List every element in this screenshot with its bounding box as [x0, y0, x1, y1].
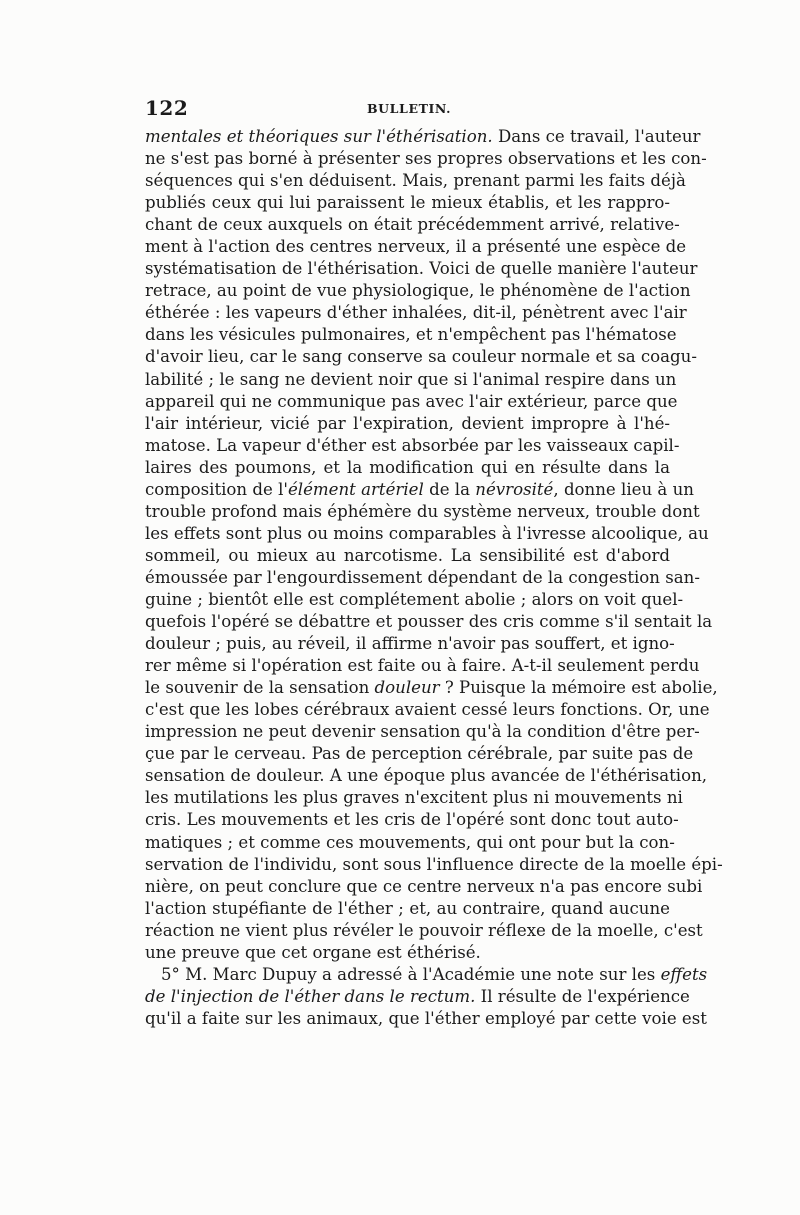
text-run: les mutilations les plus graves n'excitent plus ni mouvements ni	[145, 788, 683, 808]
running-title: BULLETIN.	[367, 101, 452, 116]
text-line	[145, 787, 683, 809]
text-line	[145, 633, 675, 655]
text-run: chant de ceux auxquels on était précédemment arrivé, relative-	[145, 215, 680, 235]
text-line	[145, 567, 700, 589]
text-run: impression ne peut devenir sensation qu'à la condition d'être per-	[145, 722, 700, 742]
text-run: publiés ceux qui lui paraissent le mieux établis, et les rappro-	[145, 193, 670, 213]
text-line	[145, 148, 707, 170]
text-run: trouble profond mais éphémère du système nerveux, trouble dont	[145, 501, 700, 521]
text-line	[145, 258, 698, 280]
text-run: émoussée par l'engourdissement dépendant de la congestion san-	[145, 567, 700, 587]
text-line	[145, 280, 691, 302]
text-run: laires des poumons, et la modification qui en résulte dans la	[145, 457, 670, 477]
text-line	[145, 765, 708, 787]
text-run: ment à l'action des centres nerveux, il a présenté une espèce de	[145, 237, 687, 257]
text-run: systématisation de l'éthérisation. Voici de quelle manière l'auteur	[145, 259, 698, 279]
text-run: rer même si l'opération est faite ou à faire. A-t-il seulement perdu	[145, 656, 700, 676]
text-line	[145, 457, 670, 479]
text-line	[145, 346, 697, 368]
text-line	[145, 677, 718, 699]
text-line	[145, 236, 687, 258]
body-text	[145, 126, 723, 1030]
text-line	[145, 545, 670, 567]
text-line	[145, 523, 709, 545]
text-line	[145, 479, 694, 501]
text-line	[145, 501, 700, 523]
page-header	[145, 96, 655, 122]
text-run: l'air intérieur, vicié par l'expiration, devient impropre à l'hé-	[145, 413, 670, 433]
text-line	[145, 942, 670, 964]
text-run: douleur ; puis, au réveil, il affirme n'avoir pas souffert, et igno-	[145, 634, 675, 654]
text-run: d'avoir lieu, car le sang conserve sa couleur normale et sa coagu-	[145, 347, 697, 367]
italic-text-run: effets	[660, 964, 708, 984]
text-line	[145, 302, 687, 324]
text-run: séquences qui s'en déduisent. Mais, prenant parmi les faits déjà	[145, 171, 686, 191]
text-run: réaction ne vient plus révéler le pouvoir réflexe de la moelle, c'est	[145, 920, 703, 940]
italic-text-run: élément artériel	[287, 479, 424, 499]
text-run: 5° M. Marc Dupuy a adressé à l'Académie une note sur les	[161, 964, 661, 984]
text-line	[145, 170, 686, 192]
text-line	[145, 986, 690, 1008]
text-line	[145, 324, 677, 346]
text-line	[145, 192, 670, 214]
page-number: 122	[145, 96, 189, 120]
text-line	[145, 391, 678, 413]
text-run: matiques ; et comme ces mouvements, qui ont pour but la con-	[145, 832, 675, 852]
text-run: sommeil, ou mieux au narcotisme. La sensibilité est d'abord	[145, 545, 670, 565]
text-line	[145, 854, 723, 876]
text-run: retrace, au point de vue physiologique, le phénomène de l'action	[145, 281, 691, 301]
text-run: , donne lieu à un	[553, 479, 694, 499]
text-run: le souvenir de la sensation	[145, 678, 375, 698]
text-line	[145, 743, 694, 765]
text-run: dans les vésicules pulmonaires, et n'empêchent pas l'hématose	[145, 325, 677, 345]
text-run: labilité ; le sang ne devient noir que si l'animal respire dans un	[145, 369, 677, 389]
text-line	[145, 699, 710, 721]
text-line	[145, 435, 680, 457]
text-line	[145, 589, 684, 611]
text-run: ? Puisque la mémoire est abolie,	[439, 678, 718, 698]
italic-text-run: de l'injection de l'éther dans le rectum.	[145, 986, 476, 1006]
text-run: de la	[423, 479, 476, 499]
text-run: Dans ce travail, l'auteur	[492, 127, 701, 146]
text-run: guine ; bientôt elle est complétement abolie ; alors on voit quel-	[145, 589, 684, 609]
text-run: c'est que les lobes cérébraux avaient cessé leurs fonctions. Or, une	[145, 700, 710, 720]
text-line	[145, 214, 680, 236]
italic-text-run: douleur	[374, 678, 440, 698]
text-line	[145, 721, 700, 743]
text-run: composition de l'	[145, 479, 288, 499]
text-run: sensation de douleur. A une époque plus avancée de l'éthérisation,	[145, 766, 708, 786]
text-line	[145, 898, 670, 920]
text-line	[145, 920, 703, 942]
text-run: ne s'est pas borné à présenter ses propres observations et les con-	[145, 149, 707, 169]
text-run: çue par le cerveau. Pas de perception cérébrale, par suite pas de	[145, 744, 694, 764]
text-line	[145, 655, 700, 677]
text-run: une preuve que cet organe est éthérisé.	[145, 942, 481, 962]
text-line	[145, 1008, 707, 1030]
text-run: quefois l'opéré se débattre et pousser des cris comme s'il sentait la	[145, 612, 713, 632]
text-line	[145, 413, 670, 435]
italic-text-run: névrosité	[475, 479, 554, 499]
text-line	[145, 126, 701, 148]
text-line	[145, 832, 675, 854]
text-run: Il résulte de l'expérience	[475, 986, 690, 1006]
text-run: les effets sont plus ou moins comparables à l'ivresse alcoolique, au	[145, 523, 709, 543]
text-line	[145, 876, 703, 898]
text-run: éthérée : les vapeurs d'éther inhalées, dit-il, pénètrent avec l'air	[145, 303, 687, 323]
text-line	[145, 611, 713, 633]
text-run: cris. Les mouvements et les cris de l'opéré sont donc tout auto-	[145, 810, 679, 830]
text-run: qu'il a faite sur les animaux, que l'éther employé par cette voie est	[145, 1008, 707, 1028]
text-run: servation de l'individu, sont sous l'influence directe de la moelle épi-	[145, 854, 723, 874]
text-run: matose. La vapeur d'éther est absorbée par les vaisseaux capil-	[145, 435, 680, 455]
text-run: nière, on peut conclure que ce centre nerveux n'a pas encore subi	[145, 876, 703, 896]
text-line	[145, 369, 677, 391]
text-line	[145, 964, 708, 986]
text-line	[145, 809, 679, 831]
italic-text-run: mentales et théoriques sur l'éthérisation.	[145, 127, 493, 146]
text-run: l'action stupéfiante de l'éther ; et, au contraire, quand aucune	[145, 898, 670, 918]
text-run: appareil qui ne communique pas avec l'air extérieur, parce que	[145, 391, 678, 411]
